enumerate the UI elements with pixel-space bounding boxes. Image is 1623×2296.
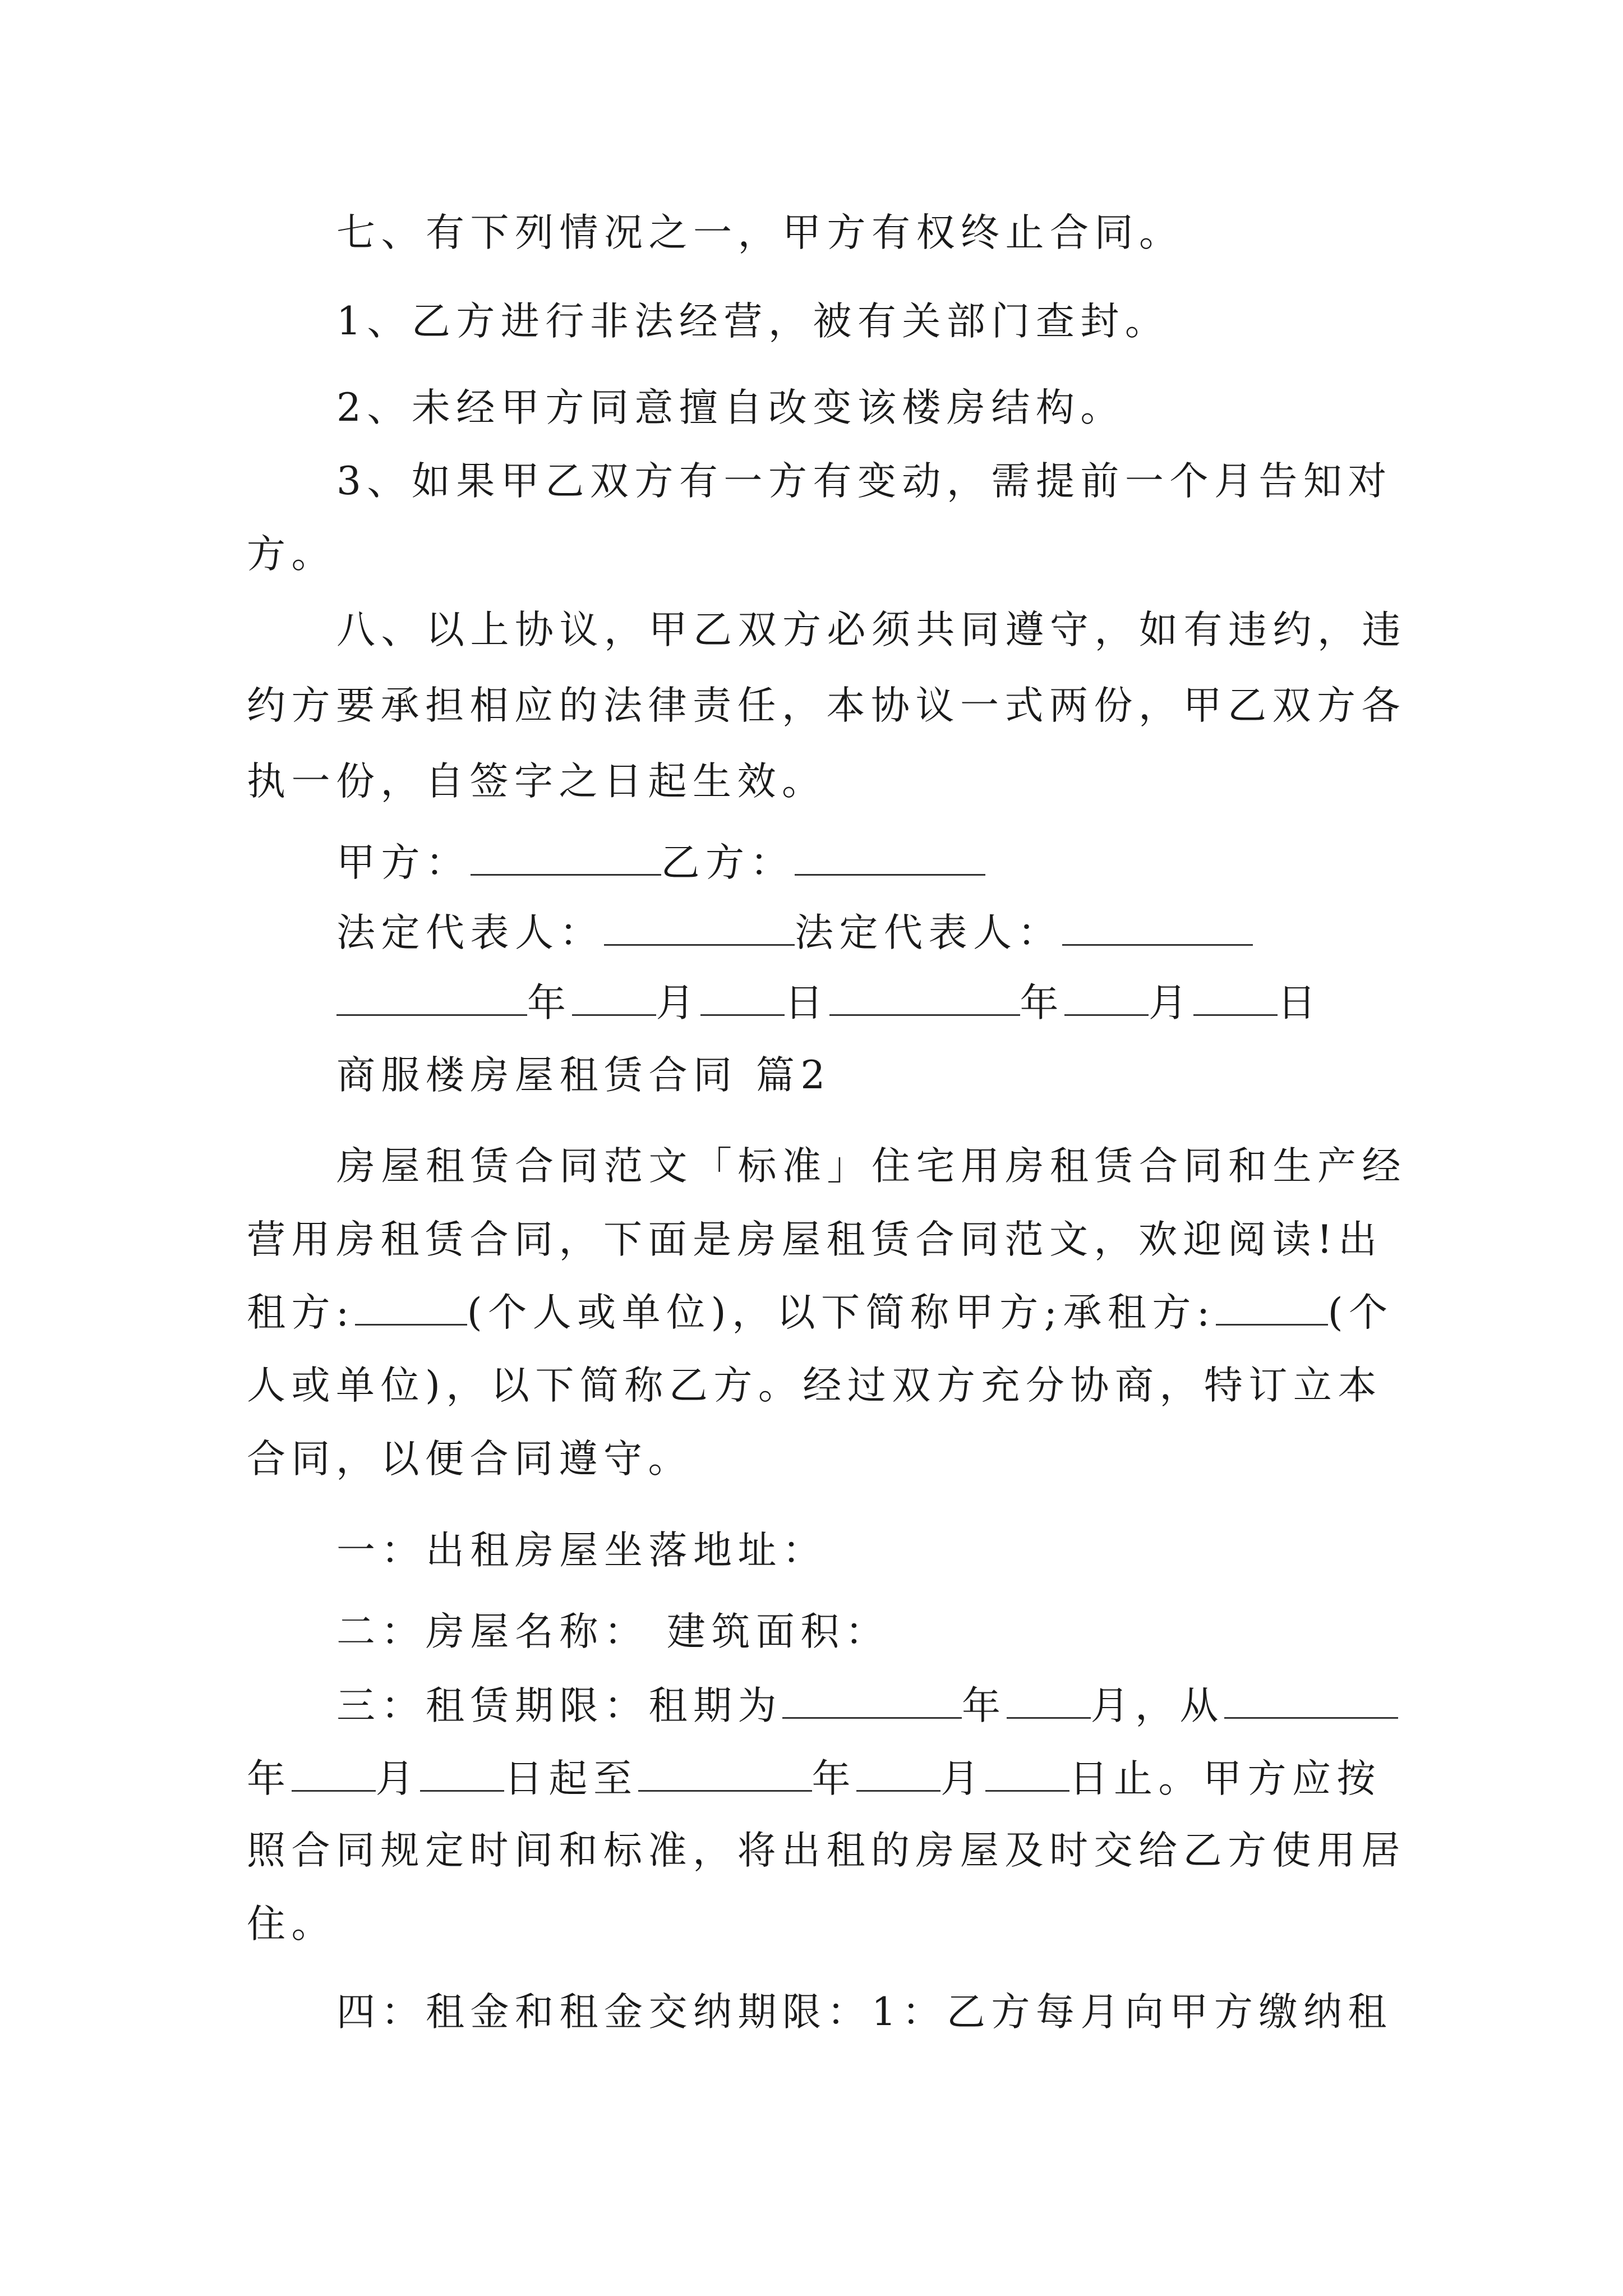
- paragraph-line: 人或单位)，以下简称乙方。经过双方充分协商，特订立本: [247, 1363, 1382, 1408]
- term2-year2: 年: [811, 1756, 856, 1801]
- paragraph-line: 1、乙方进行非法经营，被有关部门查封。: [336, 299, 1170, 344]
- term2-month: 月: [375, 1756, 420, 1801]
- year-b-blank: [829, 979, 1020, 1016]
- year-unit: 年: [527, 981, 572, 1025]
- paragraph-line: 住。: [247, 1902, 336, 1947]
- signature-date-line: [336, 975, 1481, 1031]
- day-a-blank: [700, 979, 785, 1016]
- to-month-blank: [856, 1755, 940, 1792]
- paragraph-line: 3、如果甲乙双方有一方有变动，需提前一个月告知对: [336, 459, 1393, 504]
- month-unit: 月: [656, 981, 700, 1025]
- term2-year: 年: [247, 1756, 292, 1801]
- term-year-unit: 年: [962, 1683, 1007, 1728]
- term-line: [336, 1678, 1481, 1734]
- party-a-label: 甲方：: [336, 840, 471, 885]
- to-day-blank: [985, 1755, 1069, 1792]
- paragraph-line: 四：租金和租金交纳期限：1：乙方每月向甲方缴纳租: [336, 1990, 1393, 2035]
- party-b-blank: [795, 839, 985, 876]
- rep-a-blank: [604, 909, 795, 946]
- paragraph-line: 房屋租赁合同范文「标准」住宅用房租赁合同和生产经: [336, 1144, 1407, 1189]
- year-a-blank: [336, 979, 527, 1016]
- term-prefix: 三：租赁期限：租期为: [336, 1683, 782, 1728]
- term-line-2: [247, 1751, 1391, 1807]
- paragraph-line: 八、以上协议，甲乙双方必须共同遵守，如有违约，违: [336, 608, 1407, 652]
- rent-prefix: 租方:: [247, 1290, 355, 1335]
- signature-party-line: [336, 835, 1481, 891]
- term-months-blank: [1007, 1682, 1091, 1719]
- month-a-blank: [572, 979, 656, 1016]
- paragraph-line: 一：出租房屋坐落地址：: [336, 1528, 827, 1573]
- day-b-blank: [1193, 979, 1278, 1016]
- party-b-label: 乙方：: [661, 840, 795, 885]
- paragraph-line: 约方要承担相应的法律责任，本协议一式两份，甲乙双方各: [247, 683, 1406, 728]
- rent-party-line: [247, 1285, 1394, 1341]
- from-day-blank: [420, 1755, 504, 1792]
- term2-month2: 月: [940, 1756, 985, 1801]
- day-unit: 日: [785, 981, 829, 1025]
- paragraph-line: 合同，以便合同遵守。: [247, 1437, 693, 1481]
- paragraph-line: 七、有下列情况之一，甲方有权终止合同。: [336, 210, 1184, 255]
- rep-b-label: 法定代表人：: [795, 910, 1062, 955]
- party-a-blank: [471, 839, 661, 876]
- term-years-blank: [782, 1682, 962, 1719]
- term2-from: 日起至: [504, 1756, 638, 1801]
- paragraph-line: 营用房租赁合同，下面是房屋租赁合同范文，欢迎阅读!出: [247, 1217, 1383, 1262]
- day-unit: 日: [1277, 981, 1322, 1025]
- paragraph-line: 照合同规定时间和标准，将出租的房屋及时交给乙方使用居: [247, 1828, 1406, 1873]
- paragraph-line: 方。: [247, 532, 336, 577]
- signature-rep-line: [336, 905, 1481, 961]
- rep-a-label: 法定代表人：: [336, 910, 604, 955]
- paragraph-line: 二：房屋名称： 建筑面积：: [336, 1609, 890, 1654]
- from-month-blank: [292, 1755, 376, 1792]
- to-year-blank: [638, 1755, 812, 1792]
- from-year-blank: [1224, 1682, 1398, 1719]
- lessee-blank: [1216, 1289, 1328, 1326]
- term2-end: 日止。甲方应按: [1069, 1756, 1381, 1801]
- year-unit: 年: [1020, 981, 1064, 1025]
- rent-suffix: (个: [1327, 1290, 1394, 1335]
- lessor-blank: [355, 1289, 467, 1326]
- month-unit: 月: [1149, 981, 1193, 1025]
- term-from: 月，从: [1090, 1683, 1224, 1728]
- paragraph-line: 执一份，自签字之日起生效。: [247, 759, 827, 804]
- rep-b-blank: [1062, 909, 1253, 946]
- month-b-blank: [1064, 979, 1149, 1016]
- section-heading: 商服楼房屋租赁合同 篇2: [336, 1053, 831, 1098]
- paragraph-line: 2、未经甲方同意擅自改变该楼房结构。: [336, 385, 1125, 430]
- rent-middle: (个人或单位)，以下简称甲方;承租方:: [467, 1290, 1216, 1335]
